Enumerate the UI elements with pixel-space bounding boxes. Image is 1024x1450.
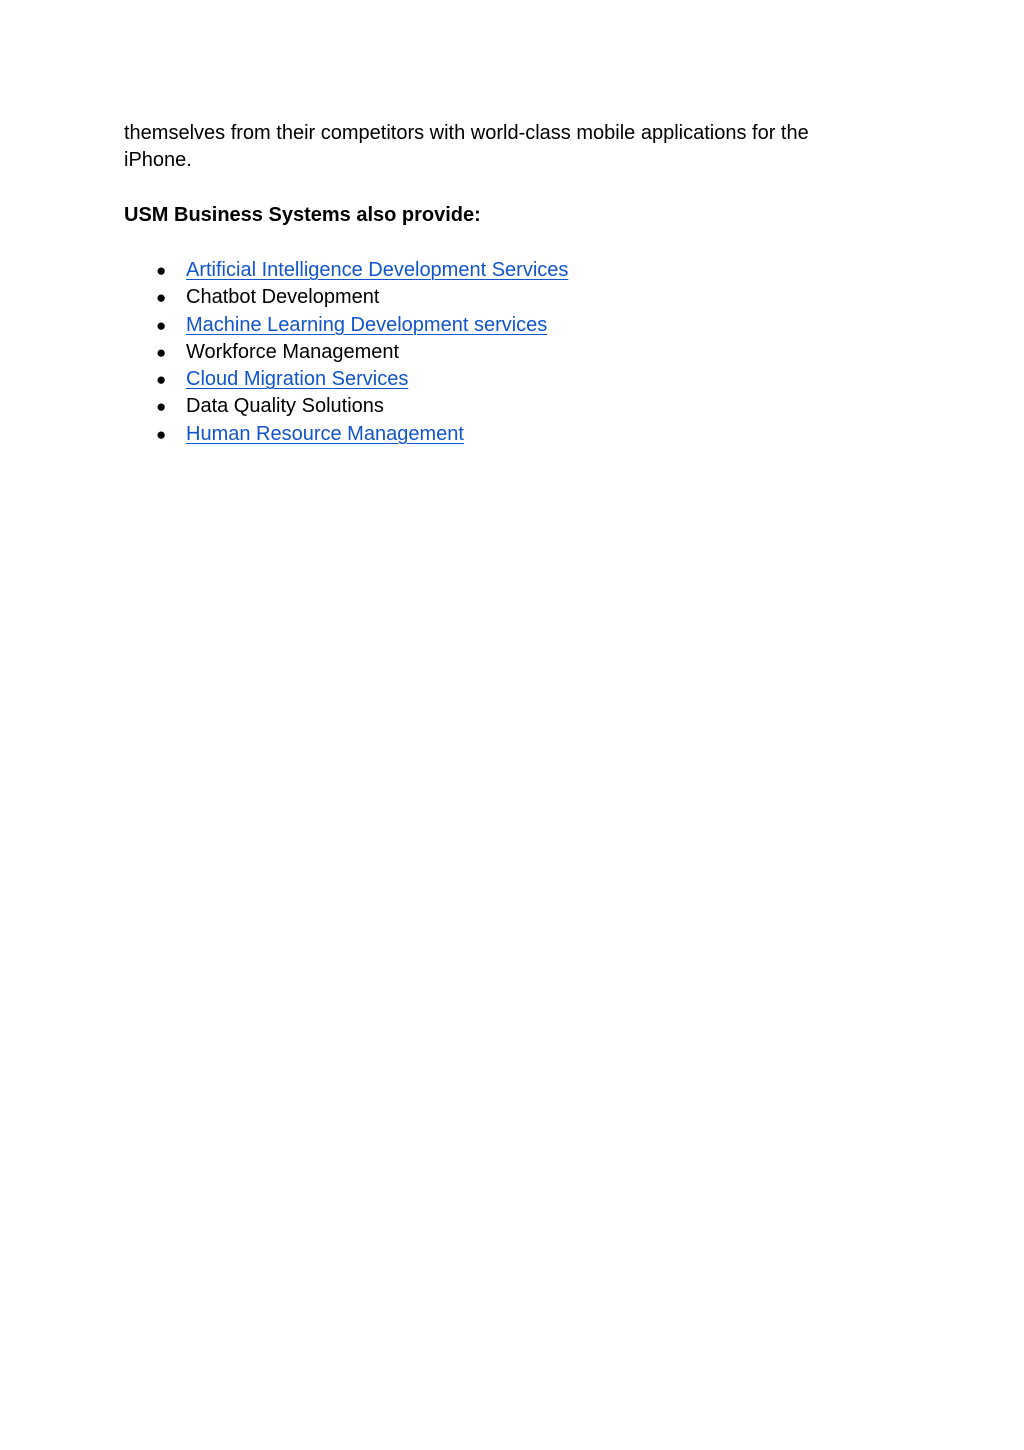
- list-item-cloud-migration: [124, 366, 884, 393]
- list-item-chatbot-development: [124, 284, 884, 311]
- bullet-icon: ●: [156, 315, 167, 335]
- list-item-ml-development: [124, 312, 884, 339]
- text-workforce-management: Workforce Management: [186, 340, 400, 363]
- text-chatbot-development: Chatbot Development: [186, 286, 380, 309]
- list-item-data-quality: [124, 393, 884, 420]
- services-list: [124, 257, 884, 448]
- document-content: [124, 120, 884, 448]
- bullet-icon: ●: [156, 370, 167, 390]
- bullet-icon: ●: [156, 342, 167, 362]
- link-ml-development-services[interactable]: Machine Learning Development services: [186, 313, 548, 336]
- list-item-workforce-management: [124, 339, 884, 366]
- services-heading: USM Business Systems also provide:: [124, 204, 481, 226]
- bullet-icon: ●: [156, 288, 167, 308]
- bullet-icon: ●: [156, 424, 167, 444]
- link-cloud-migration-services[interactable]: Cloud Migration Services: [186, 368, 409, 391]
- intro-paragraph-line-2: iPhone.: [124, 149, 192, 171]
- link-human-resource-management[interactable]: Human Resource Management: [186, 422, 464, 445]
- bullet-icon: ●: [156, 397, 167, 417]
- list-item-human-resource: [124, 421, 884, 448]
- text-data-quality-solutions: Data Quality Solutions: [186, 395, 384, 418]
- link-ai-development-services[interactable]: Artificial Intelligence Development Services: [186, 259, 569, 281]
- intro-paragraph: [124, 120, 884, 174]
- intro-paragraph-line-1: themselves from their competitors with world-class mobile applications for the: [124, 122, 809, 144]
- list-item-ai-development: [124, 257, 884, 284]
- bullet-icon: ●: [156, 261, 167, 280]
